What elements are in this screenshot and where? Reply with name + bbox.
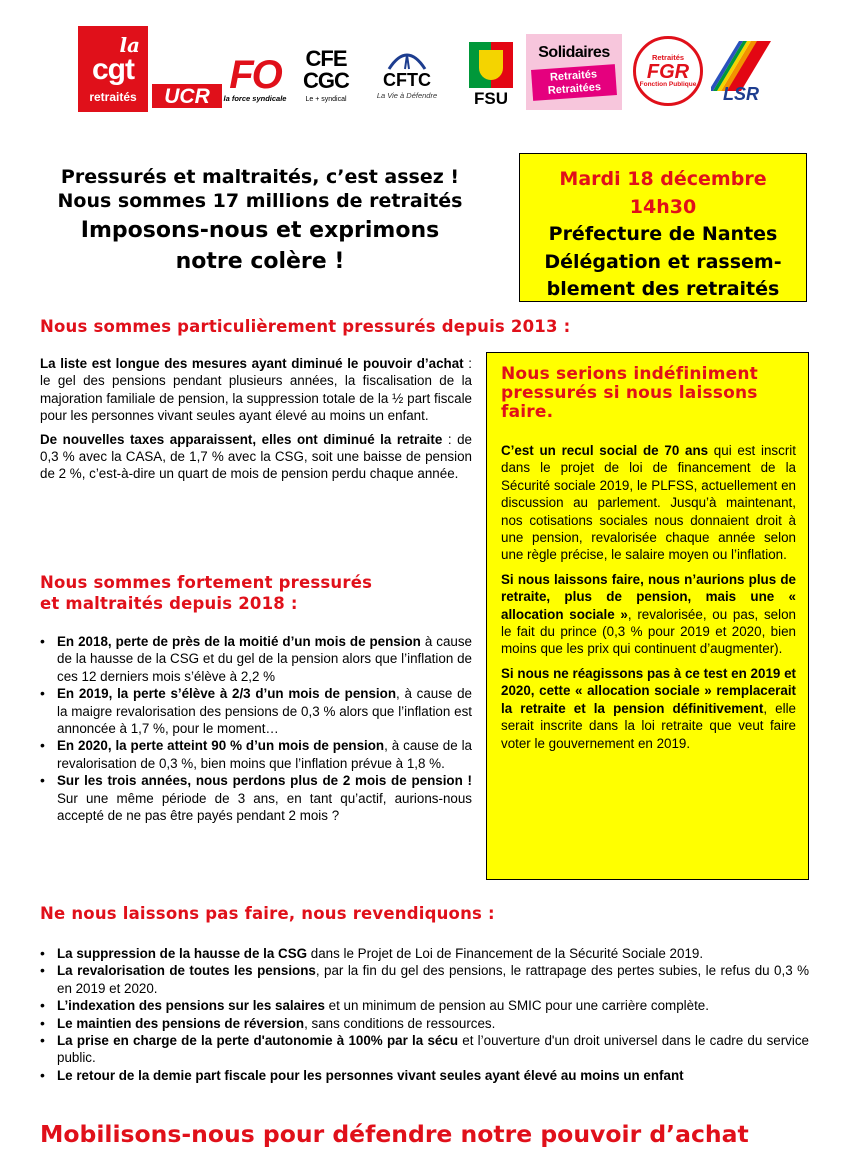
- list-item-bold: La suppression de la hausse de la CSG: [57, 946, 308, 961]
- cgt-logo-top: la: [119, 33, 140, 57]
- section2-list: [38, 633, 472, 824]
- headline-line1: Pressurés et maltraités, c’est assez !: [60, 166, 460, 188]
- list-item: [38, 737, 472, 772]
- cgt-logo-sub: retraités: [89, 90, 137, 104]
- sidebox-body: [501, 442, 796, 752]
- section2-title: [40, 572, 372, 614]
- event-place: Préfecture de Nantes: [548, 223, 778, 245]
- list-item-text: , à cause de la revalorisation de 0,3 %, bien moins que l’inflation prévue à 1,8 %.: [57, 738, 472, 771]
- solidaires-logo-main: Solidaires: [538, 44, 610, 62]
- section3-list: [38, 945, 809, 1084]
- list-item-bold: La revalorisation de toutes les pensions: [57, 963, 316, 979]
- list-item-bold: En 2020, la perte atteint 90 % d’un mois de pension: [57, 738, 385, 754]
- fgr-logo-top: Retraités: [651, 53, 685, 62]
- sidebox-paragraph3: [501, 665, 796, 752]
- section1-p2-text: : de 0,3 % avec la CASA, de 1,7 % avec la CSG, soit une baisse de pension de 2 %, c’est-à-dire un quart de mois de pension perdu chaque année.: [40, 431, 472, 482]
- section1-paragraph1: [40, 355, 472, 425]
- list-item-text: , à cause de la maigre revalorisation des pensions de 0,3 % alors que l’inflation est annoncée à 1,7 %, pour le moment…: [57, 686, 472, 737]
- section1-p1-bold: La liste est longue des mesures ayant diminué le pouvoir d’achat: [40, 356, 464, 371]
- headline-line4: notre colère !: [175, 249, 345, 274]
- list-item-bold: L’indexation des pensions sur les salaires: [57, 998, 325, 1014]
- fsu-emblem-icon: [469, 42, 513, 88]
- headline-line3: Imposons-nous et exprimons: [80, 218, 440, 243]
- sidebox-p3-text: , elle serait inscrite dans la loi retraite que veut faire voter le gouvernement en 2019.: [501, 700, 796, 751]
- sidebox-title: Nous serions indéfiniment pressurés si nous laissons faire.: [501, 364, 758, 422]
- solidaires-logo-sub: Retraités Retraitées: [531, 64, 617, 101]
- cftc-logo-sub: La Vie à Défendre: [376, 90, 438, 100]
- fgr-logo: [628, 32, 708, 110]
- cfecgc-logo-sub: Le + syndical: [305, 95, 347, 103]
- cftc-emblem-icon: [385, 47, 429, 71]
- list-item-text: , par la fin du gel des pensions, le rattrapage des pertes subies, le refus du 0,3 % en 2019 et 2020.: [57, 963, 809, 996]
- cfecgc-logo-line2: CGC: [303, 67, 349, 93]
- list-item-bold: La prise en charge de la perte d'autonomie à 100% par la sécu: [57, 1033, 458, 1049]
- list-item: [38, 997, 809, 1014]
- fo-logo-main: FO: [229, 53, 281, 98]
- event-desc-line2: blement des retraités: [546, 278, 780, 300]
- list-item: [38, 685, 472, 737]
- list-item: [38, 772, 472, 824]
- cftc-logo-main: CFTC: [383, 69, 431, 90]
- cfecgc-logo: [294, 42, 358, 108]
- sidebox-paragraph2: [501, 571, 796, 658]
- section1-p1-text: : le gel des pensions pendant plusieurs années, la fiscalisation de la majoration familiale de pension, la suppression totale de la ½ part fiscale pour les personnes vivant seules ayant élevé au moins un enfant.: [40, 356, 472, 424]
- list-item: [38, 1032, 809, 1067]
- sidebox-p2-text: , revalorisée, ou pas, selon le fait du prince (0,3 % pour 2019 et 2020, bien moins que les prix qui continuent d’augmenter).: [501, 606, 796, 657]
- list-item: [38, 962, 809, 997]
- cftc-logo: [366, 40, 448, 106]
- fsu-logo-main: FSU: [474, 88, 508, 108]
- section2-title-line1: Nous sommes fortement pressurés: [40, 573, 373, 592]
- event-date: Mardi 18 décembre: [559, 168, 767, 190]
- list-item: [38, 1067, 809, 1084]
- section1-title: Nous sommes particulièrement pressurés depuis 2013 :: [40, 317, 571, 336]
- cgt-logo: [78, 26, 148, 112]
- fo-logo: [222, 50, 288, 108]
- headline-line2: Nous sommes 17 millions de retraités: [57, 190, 463, 212]
- section1-paragraph2: [40, 431, 472, 483]
- section2-title-line2: et maltraités depuis 2018 :: [40, 594, 298, 613]
- sidebox-p2-bold: Si nous laissons faire, nous n’aurions plus de retraite, plus de pension, mais une « allocation sociale »: [501, 571, 796, 622]
- event-time: 14h30: [629, 195, 697, 218]
- list-item-bold: En 2019, la perte s’élève à 2/3 d’un mois de pension: [57, 686, 397, 702]
- cgt-logo-main: cgt: [92, 53, 134, 86]
- section1-body: [40, 355, 472, 483]
- sidebox-p3-bold: Si nous ne réagissons pas à ce test en 2019 et 2020, cette « allocation sociale » remplacerait la retraite et la pension définitivement: [501, 665, 796, 716]
- footer-slogan: Mobilisons-nous pour défendre notre pouvoir d’achat: [40, 1120, 749, 1148]
- fsu-logo: [466, 40, 516, 108]
- list-item-text: et un minimum de pension au SMIC pour une carrière complète.: [324, 998, 709, 1014]
- sidebox: [486, 352, 809, 880]
- lsr-logo-text: LSR: [723, 84, 759, 104]
- section3-title: Ne nous laissons pas faire, nous revendiquons :: [40, 904, 495, 923]
- list-item-text: à cause de la hausse de la CSG et du gel de la pension alors que l’inflation de ces 12 derniers mois s’élève à 2,2 %: [57, 634, 472, 684]
- list-item: [38, 1015, 809, 1032]
- section1-p2-bold: De nouvelles taxes apparaissent, elles ont diminué la retraite: [40, 431, 443, 447]
- fo-logo-sub: la force syndicale: [223, 94, 287, 104]
- lsr-logo: [710, 34, 772, 110]
- fgr-logo-bottom: Fonction Publique: [639, 80, 697, 88]
- list-item-text: dans le Projet de Loi de Financement de la Sécurité Sociale 2019.: [307, 946, 704, 961]
- event-box: [519, 153, 807, 302]
- list-item-bold: Sur les trois années, nous perdons plus de 2 mois de pension !: [57, 773, 472, 789]
- list-item-text: Sur une même période de 3 ans, en tant qu’actif, aurions-nous accepté de ne pas être payés pendant 2 mois ?: [57, 790, 472, 824]
- sidebox-paragraph1: [501, 442, 796, 564]
- fgr-logo-main: FGR: [646, 60, 690, 83]
- headline: [30, 165, 490, 277]
- list-item-text: , sans conditions de ressources.: [304, 1015, 496, 1031]
- fgr-emblem-icon: [633, 36, 703, 106]
- solidaires-logo: [526, 34, 622, 110]
- list-item-bold: Le maintien des pensions de réversion: [57, 1015, 305, 1031]
- sidebox-p1-bold: C’est un recul social de 70 ans: [501, 443, 709, 458]
- ucr-logo: [152, 84, 222, 108]
- list-item: [38, 945, 809, 962]
- list-item-text: et l’ouverture d'un droit universel dans le cadre du service public.: [57, 1033, 809, 1066]
- event-desc-line1: Délégation et rassem-: [544, 250, 782, 273]
- sidebox-p1-text: qui est inscrit dans le projet de loi de financement de la Sécurité sociale 2019, le PLFSS, actuellement en discussion au parlement. Jusqu’à maintenant, nos cotisations sociales nous donnaient droit à une pension, revalorisée chaque année selon une règle précise, le salaire moyen ou l’inflation.: [501, 443, 796, 563]
- ucr-logo-text: UCR: [164, 84, 210, 108]
- list-item-bold: Le retour de la demie part fiscale pour les personnes vivant seules ayant élevé au moins un enfant: [57, 1067, 684, 1083]
- list-item-bold: En 2018, perte de près de la moitié d’un mois de pension: [57, 634, 421, 649]
- cfecgc-logo-line1: CFE: [305, 45, 347, 71]
- list-item: [38, 633, 472, 685]
